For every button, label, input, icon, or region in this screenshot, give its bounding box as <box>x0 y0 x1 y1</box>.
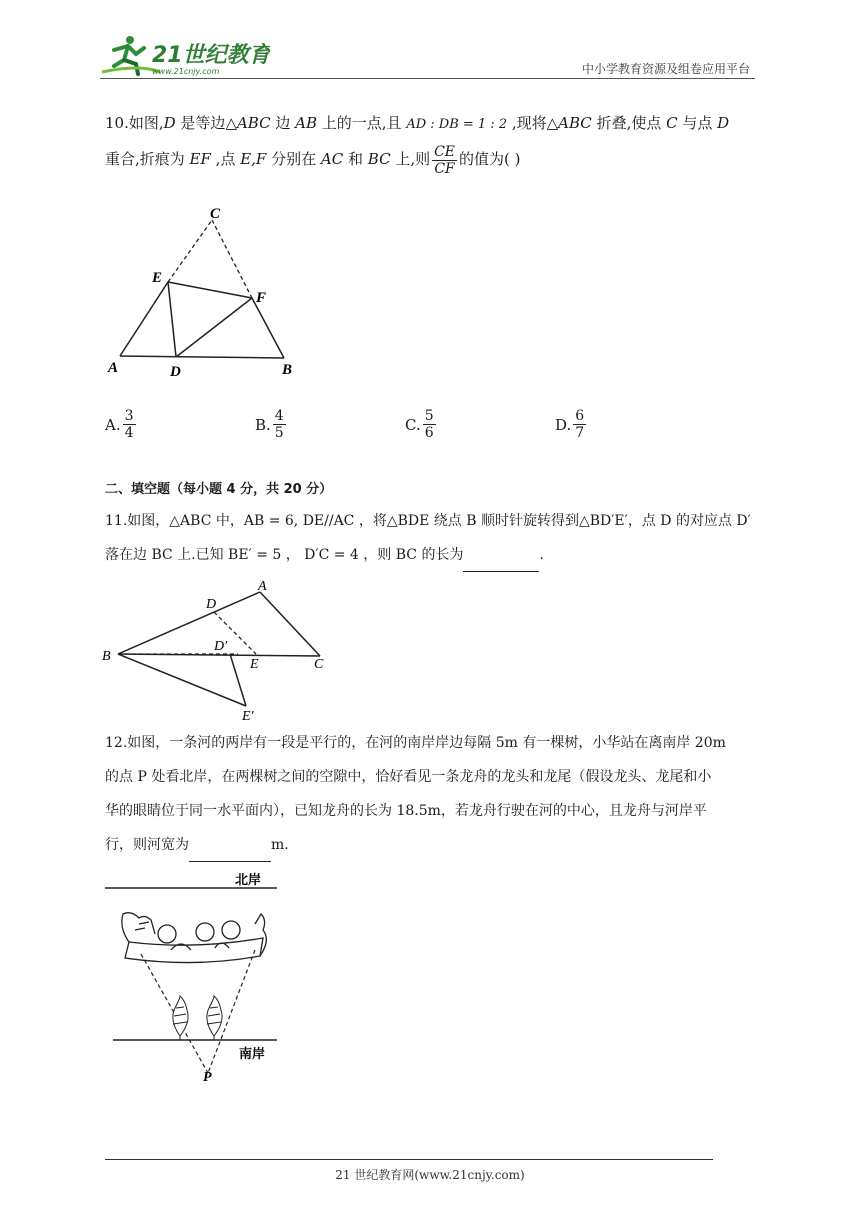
label-Eprime: E′ <box>242 709 254 724</box>
q12-river-figure <box>105 868 295 1083</box>
dragon-boat-icon <box>122 913 267 963</box>
q11-rotation-figure <box>98 574 338 724</box>
site-logo <box>100 34 270 78</box>
segment-AE <box>120 282 168 356</box>
q12-answer-blank[interactable] <box>189 843 271 862</box>
q10-text-line1: 10.如图,D 是等边△ABC 边 AB 上的一点,且 AD : DB = 1 : 2 ,现将△ABC 折叠,使点 C 与点 D <box>105 114 730 132</box>
label-E: E <box>250 657 259 672</box>
q12-text-line2: 的点 P 处看北岸，在两棵树之间的空隙中，恰好看见一条龙舟的龙头和龙尾（假设龙头、龙尾和小 <box>105 769 712 785</box>
q10-option-d[interactable]: D. $\frac{6}{7}$ <box>555 408 585 441</box>
segment-EF <box>168 282 252 298</box>
section-title: 二、填空题（每小题 4 分，共 20 分） <box>105 482 333 497</box>
label-E: E <box>152 270 163 286</box>
segment-BA <box>118 592 260 654</box>
north-bank-label: 北岸 <box>235 873 262 888</box>
segment-ED <box>168 282 176 357</box>
logo-url: www.21cnjy.com <box>152 67 220 76</box>
q10-option-c[interactable]: C. $\frac{5}{6}$ <box>405 408 434 441</box>
header-platform-text: 中小学教育资源及组卷应用平台 <box>581 62 750 76</box>
segment-AB <box>120 356 284 358</box>
tree-right-icon <box>207 996 222 1040</box>
label-Dprime: D′ <box>214 639 228 654</box>
label-B: B <box>102 649 111 664</box>
q10-triangle-figure <box>100 200 310 385</box>
segment-AC <box>260 592 320 656</box>
q12-text-line1: 12.如图，一条河的两岸有一段是平行的，在河的南岸岸边每隔 5m 有一棵树，小华站在离南岸 20m <box>105 735 726 751</box>
footer-rule <box>105 1159 713 1160</box>
q12-text-line3: 华的眼睛位于同一水平面内），已知龙舟的长为 18.5m，若龙舟行驶在河的中心，且龙舟与河岸平 <box>105 803 707 819</box>
header-rule <box>100 78 755 79</box>
logo-text: 21世纪教育 <box>152 43 270 68</box>
label-P: P <box>203 1070 212 1083</box>
q10-text-line2: 重合,折痕为 EF ,点 E,F 分别在 AC 和 BC 上,则 $\frac{CE}{CF}$ 的值为( ) <box>105 143 521 177</box>
q10-fraction: $\frac{CE}{CF}$ <box>434 143 456 177</box>
label-D: D <box>206 597 217 612</box>
segment-BEp <box>118 654 246 706</box>
label-A: A <box>108 360 119 376</box>
label-B: B <box>282 362 293 378</box>
q11-text-line1: 11.如图，△ABC 中，AB = 6, DE//AC ，将△BDE 绕点 B 顺时针旋转得到△BD′E′，点 D 的对应点 D′ <box>105 513 751 529</box>
segment-EC-dashed <box>168 220 212 282</box>
label-C: C <box>210 206 221 222</box>
label-D: D <box>170 364 181 380</box>
q10-option-a[interactable]: A. $\frac{3}{4}$ <box>105 408 134 441</box>
south-bank-label: 南岸 <box>239 1047 266 1062</box>
segment-DF <box>176 298 252 357</box>
segment-FB <box>252 298 284 358</box>
footer-text: 21 世纪教育网(www.21cnjy.com) <box>335 1168 525 1182</box>
label-F: F <box>256 290 267 306</box>
label-C: C <box>314 657 324 672</box>
q10-option-b[interactable]: B. $\frac{4}{5}$ <box>255 408 284 441</box>
q11-text-line2: 落在边 BC 上.已知 BE′ = 5 ， D′C = 4 ，则 BC 的长为 . <box>105 538 770 572</box>
q12-text-line4: 行，则河宽为 m. <box>105 828 770 862</box>
segment-CF-dashed <box>212 220 252 298</box>
label-A: A <box>258 579 267 594</box>
segment-DpEp <box>230 654 246 706</box>
q11-answer-blank[interactable] <box>463 553 539 572</box>
